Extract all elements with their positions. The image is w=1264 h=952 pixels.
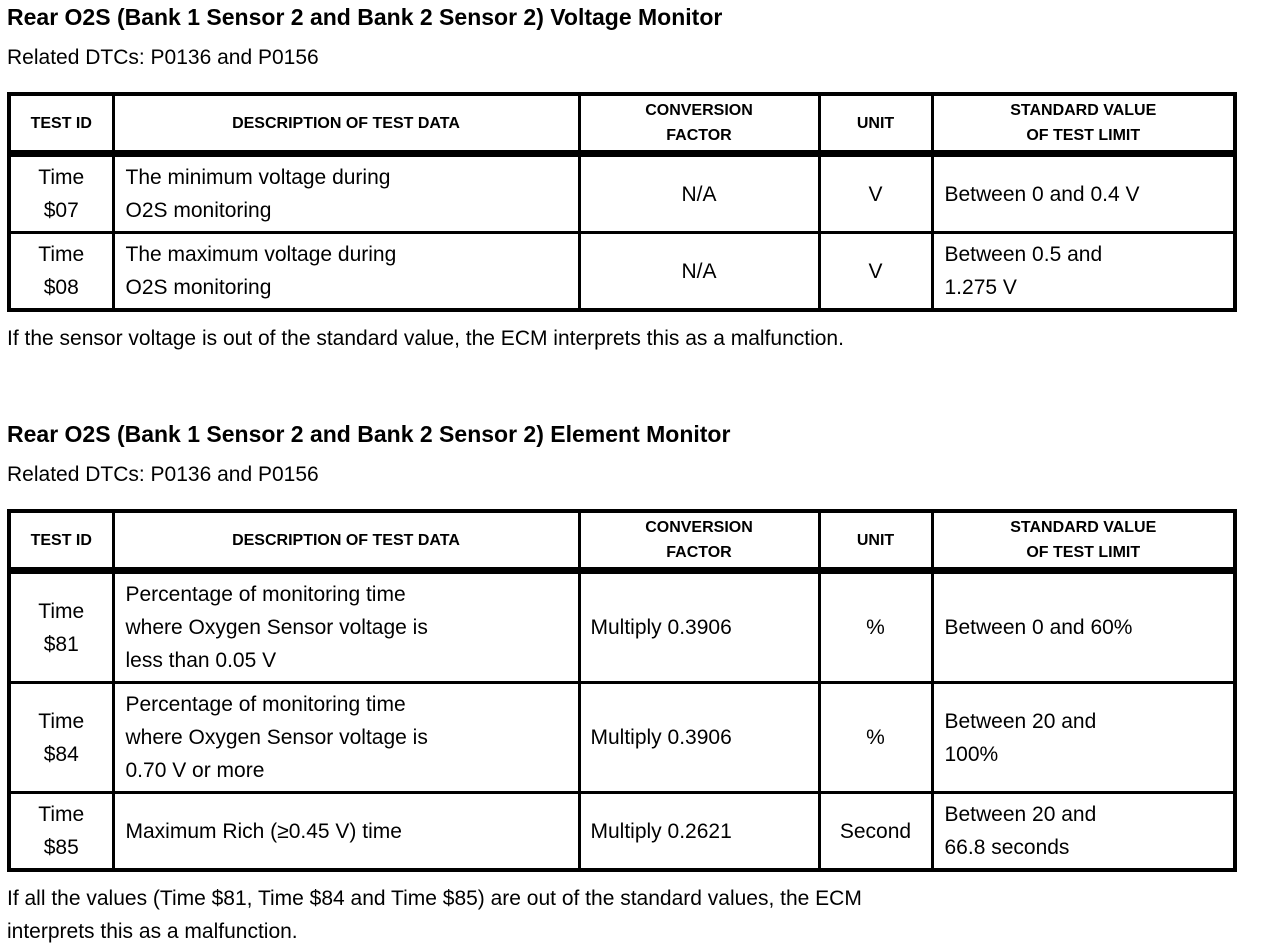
note-text: If all the values (Time $81, Time $84 and Time $85) are out of the standard values, the ECM interprets this as a malfunction. — [7, 887, 862, 943]
table-row — [9, 154, 1235, 233]
cell-unit: V — [819, 154, 932, 233]
section-heading-voltage-monitor: Rear O2S (Bank 1 Sensor 2 and Bank 2 Sensor 2) Voltage Monitor — [7, 4, 723, 30]
cell-test-id: Time $85 — [9, 793, 113, 871]
cell-standard-value: Between 20 and 100% — [932, 683, 1235, 793]
column-header-test-id: TEST ID — [9, 511, 113, 571]
cell-conversion-factor: Multiply 0.2621 — [579, 793, 819, 871]
note-text: If the sensor voltage is out of the standard value, the ECM interprets this as a malfunction. — [7, 327, 844, 350]
cell-standard-value: Between 20 and 66.8 seconds — [932, 793, 1235, 871]
column-header-conversion-factor: CONVERSION FACTOR — [579, 94, 819, 154]
cell-test-id: Time $84 — [9, 683, 113, 793]
related-dtcs-line: Related DTCs: P0136 and P0156 — [7, 46, 319, 69]
cell-description: Maximum Rich (≥0.45 V) time — [113, 793, 579, 871]
column-header-unit: UNIT — [819, 511, 932, 571]
table-row — [9, 793, 1235, 871]
cell-description: Percentage of monitoring time where Oxygen Sensor voltage is less than 0.05 V — [113, 571, 579, 683]
cell-conversion-factor: N/A — [579, 154, 819, 233]
cell-test-id: Time $81 — [9, 571, 113, 683]
column-header-standard-value: STANDARD VALUE OF TEST LIMIT — [932, 511, 1235, 571]
cell-conversion-factor: Multiply 0.3906 — [579, 571, 819, 683]
cell-unit: % — [819, 571, 932, 683]
cell-description: The maximum voltage during O2S monitoring — [113, 233, 579, 311]
column-header-unit: UNIT — [819, 94, 932, 154]
element-monitor-section — [7, 419, 1233, 948]
column-header-test-id: TEST ID — [9, 94, 113, 154]
cell-standard-value: Between 0 and 60% — [932, 571, 1235, 683]
cell-unit: % — [819, 683, 932, 793]
table-row — [9, 683, 1235, 793]
element-monitor-table — [7, 509, 1237, 872]
cell-unit: V — [819, 233, 932, 311]
cell-conversion-factor: Multiply 0.3906 — [579, 683, 819, 793]
related-dtcs-line: Related DTCs: P0136 and P0156 — [7, 463, 319, 486]
cell-unit: Second — [819, 793, 932, 871]
cell-description: Percentage of monitoring time where Oxygen Sensor voltage is 0.70 V or more — [113, 683, 579, 793]
table-row — [9, 233, 1235, 311]
table-row — [9, 571, 1235, 683]
cell-standard-value: Between 0 and 0.4 V — [932, 154, 1235, 233]
voltage-monitor-table — [7, 92, 1237, 312]
cell-description: The minimum voltage during O2S monitoring — [113, 154, 579, 233]
voltage-monitor-section — [7, 2, 1233, 355]
cell-test-id: Time $08 — [9, 233, 113, 311]
cell-standard-value: Between 0.5 and 1.275 V — [932, 233, 1235, 311]
column-header-description: DESCRIPTION OF TEST DATA — [113, 94, 579, 154]
column-header-description: DESCRIPTION OF TEST DATA — [113, 511, 579, 571]
column-header-conversion-factor: CONVERSION FACTOR — [579, 511, 819, 571]
table-header-row — [9, 94, 1235, 154]
section-heading-element-monitor: Rear O2S (Bank 1 Sensor 2 and Bank 2 Sensor 2) Element Monitor — [7, 421, 731, 447]
column-header-standard-value: STANDARD VALUE OF TEST LIMIT — [932, 94, 1235, 154]
table-header-row — [9, 511, 1235, 571]
cell-test-id: Time $07 — [9, 154, 113, 233]
cell-conversion-factor: N/A — [579, 233, 819, 311]
